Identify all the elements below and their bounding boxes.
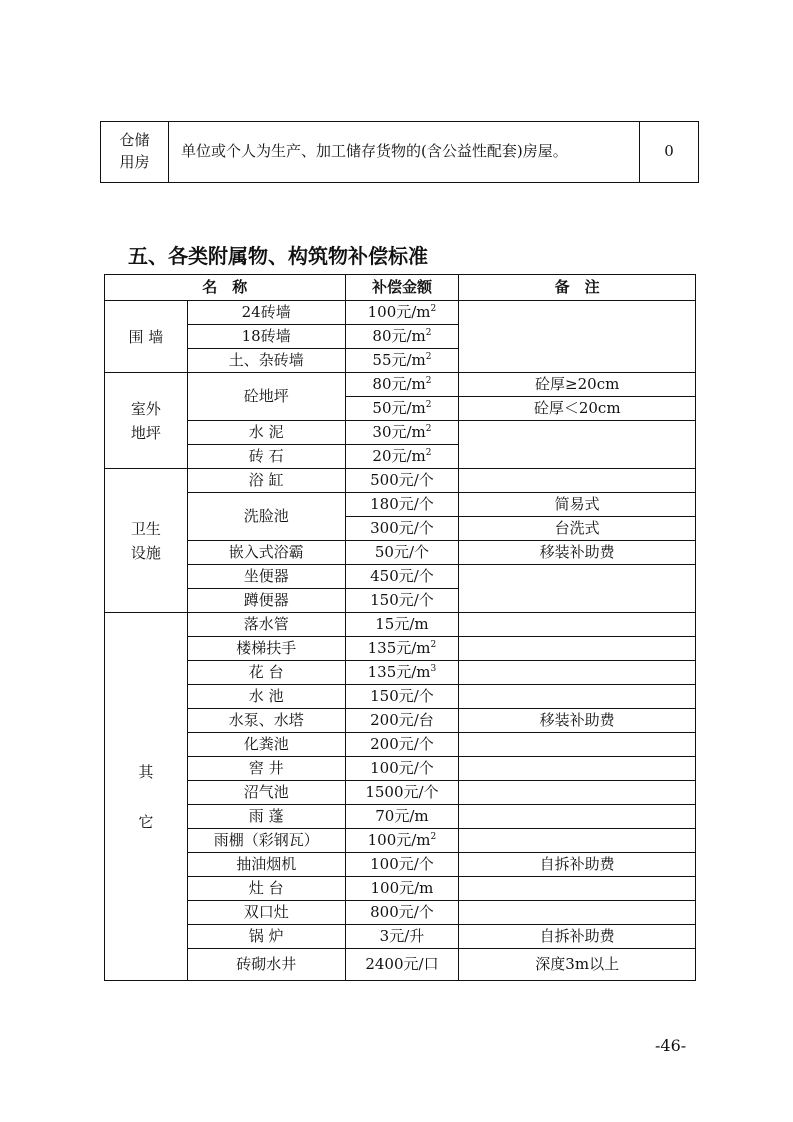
item-note [459,805,696,829]
table-row [105,853,696,877]
item-name: 土、杂砖墙 [187,349,345,373]
amount-text: 100元/m [367,830,431,849]
table-row [105,493,696,517]
amount-text: 20元/m [372,446,426,465]
item-note [459,781,696,805]
amount-text: 55元/m [372,350,426,369]
item-note: 移装补助费 [459,541,696,565]
table-row [105,757,696,781]
item-note [459,757,696,781]
item-name: 沼气池 [187,781,345,805]
amount-sup: 2 [430,831,437,842]
item-amount: 150元/个 [345,589,459,613]
item-name: 雨棚（彩钢瓦） [187,829,345,853]
item-amount [345,397,459,421]
item-note: 自拆补助费 [459,925,696,949]
amount-sup: 2 [430,639,437,650]
item-amount: 50元/个 [345,541,459,565]
item-amount: 3元/升 [345,925,459,949]
group-label-line: 它 [138,812,154,831]
table-row [105,469,696,493]
table-row [101,122,699,183]
item-amount [345,373,459,397]
group-label-line: 设施 [130,543,161,562]
item-note: 砼厚≥20cm [459,373,696,397]
group-label-line: 地坪 [130,423,161,442]
amount-text: 135元/m [367,662,431,681]
group-label [105,373,188,469]
category-line: 用房 [119,153,150,171]
item-name: 洗脸池 [187,493,345,541]
item-note [459,661,696,685]
item-name: 雨 蓬 [187,805,345,829]
section-heading: 五、各类附属物、构筑物补偿标准 [128,244,428,268]
item-name: 落水管 [187,613,345,637]
table-row [105,805,696,829]
item-amount: 150元/个 [345,685,459,709]
item-note [459,613,696,637]
item-note: 砼厚＜20cm [459,397,696,421]
item-name: 嵌入式浴霸 [187,541,345,565]
item-amount: 200元/个 [345,733,459,757]
item-name: 蹲便器 [187,589,345,613]
item-note [459,637,696,661]
item-name: 花 台 [187,661,345,685]
group-label [105,301,188,373]
amount-text: 100元/m [367,302,431,321]
item-name: 砖 石 [187,445,345,469]
group-label-line: 其 [138,762,154,781]
item-amount [345,325,459,349]
item-name: 砼地坪 [187,373,345,421]
header-row [105,275,696,301]
item-name: 24砖墙 [187,301,345,325]
item-amount: 500元/个 [345,469,459,493]
item-name: 化粪池 [187,733,345,757]
group-label [105,469,188,613]
header-amount: 补偿金额 [345,275,459,301]
item-amount: 100元/个 [345,853,459,877]
item-note [459,469,696,493]
group-label-line: 围 墙 [128,327,164,346]
category-cell [101,122,169,183]
table-row [105,925,696,949]
item-name: 灶 台 [187,877,345,901]
item-name: 18砖墙 [187,325,345,349]
item-note [459,301,696,373]
item-note [459,901,696,925]
item-note [459,877,696,901]
table-row [105,613,696,637]
description-cell: 单位或个人为生产、加工储存货物的(含公益性配套)房屋。 [169,122,640,183]
table-row [105,421,696,445]
amount-sup: 2 [425,423,432,434]
item-amount: 200元/台 [345,709,459,733]
item-name: 水泵、水塔 [187,709,345,733]
item-name: 水 池 [187,685,345,709]
table-row [105,685,696,709]
item-note [459,421,696,469]
table-row [105,733,696,757]
item-amount: 15元/m [345,613,459,637]
group-label-line: 室外 [130,399,161,418]
amount-sup: 2 [425,375,432,386]
storage-housing-table [100,121,699,183]
table-row [105,301,696,325]
table-row [105,877,696,901]
table-row [105,541,696,565]
group-label [105,613,188,981]
item-note [459,733,696,757]
amount-text: 135元/m [367,638,431,657]
table-row [105,949,696,981]
amount-sup: 2 [425,327,432,338]
item-note: 深度3m以上 [459,949,696,981]
item-amount: 1500元/个 [345,781,459,805]
table-row [105,781,696,805]
item-note: 自拆补助费 [459,853,696,877]
amount-sup: 2 [425,351,432,362]
item-name: 坐便器 [187,565,345,589]
amount-text: 30元/m [372,422,426,441]
item-name: 砖砌水井 [187,949,345,981]
table-row [105,373,696,397]
item-amount: 180元/个 [345,493,459,517]
item-note [459,685,696,709]
value-cell: 0 [640,122,699,183]
item-note [459,829,696,853]
table-row [105,637,696,661]
item-note: 简易式 [459,493,696,517]
table-row [105,565,696,589]
item-amount: 100元/个 [345,757,459,781]
item-name: 双口灶 [187,901,345,925]
item-amount: 300元/个 [345,517,459,541]
amount-sup: 2 [425,399,432,410]
table-row [105,829,696,853]
item-note: 移装补助费 [459,709,696,733]
group-label-line: 卫生 [130,519,161,538]
item-amount [345,637,459,661]
item-amount: 2400元/口 [345,949,459,981]
compensation-table [104,274,696,981]
item-note [459,565,696,613]
item-note: 台洗式 [459,517,696,541]
amount-text: 50元/m [372,398,426,417]
category-line: 仓储 [119,131,150,150]
item-amount: 100元/m [345,877,459,901]
item-name: 楼梯扶手 [187,637,345,661]
amount-sup: 2 [430,303,437,314]
item-name: 抽油烟机 [187,853,345,877]
item-amount: 70元/m [345,805,459,829]
item-amount [345,445,459,469]
table-row [105,901,696,925]
item-name: 窖 井 [187,757,345,781]
header-note: 备 注 [459,275,696,301]
item-name: 水 泥 [187,421,345,445]
item-amount: 800元/个 [345,901,459,925]
item-name: 浴 缸 [187,469,345,493]
amount-sup: 2 [425,447,432,458]
item-amount [345,829,459,853]
amount-text: 80元/m [372,374,426,393]
table-row [105,709,696,733]
item-amount [345,349,459,373]
item-amount [345,421,459,445]
table-row [105,661,696,685]
amount-sup: 3 [430,663,437,674]
item-amount [345,301,459,325]
item-name: 锅 炉 [187,925,345,949]
item-amount: 450元/个 [345,565,459,589]
page-number: -46- [655,1036,687,1055]
item-amount [345,661,459,685]
amount-text: 80元/m [372,326,426,345]
header-name: 名 称 [105,275,346,301]
